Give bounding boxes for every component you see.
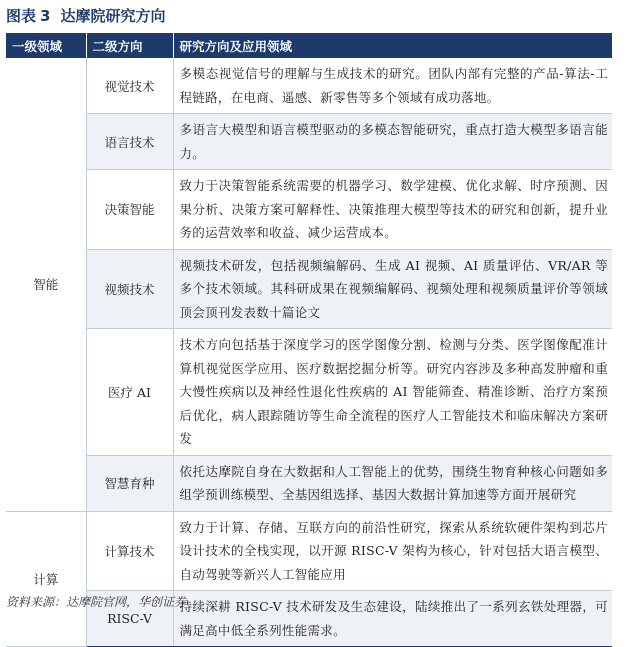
description-cell: 致力于计算、存储、互联方向的前沿性研究，探索从系统软硬件架构到芯片设计技术的全栈实现，以开源 RISC-V 架构为核心，针对包括大语言模型、自动驾驶等新兴人工智能应用 [173,511,612,591]
research-table [6,33,612,647]
description-cell: 多语言大模型和语言模型驱动的多模态智能研究，重点打造大模型多语言能力。 [173,114,612,170]
description-cell: 持续深耕 RISC-V 技术研发及生态建设，陆续推出了一系列玄铁处理器，可满足高中低全系列性能需求。 [173,591,612,647]
source-note: 资料来源：达摩院官网，华创证券 [6,595,187,609]
level2-cell: 视觉技术 [86,58,173,114]
description-cell: 视频技术研发，包括视频编解码、生成 AI 视频、AI 质量评估、VR/AR 等多个技术领域。其科研成果在视频编解码、视频处理和视频质量评价等领域顶会顶刊发表数十篇论文 [173,249,612,329]
level2-cell: 计算技术 [86,511,173,591]
header-level1: 一级领域 [6,33,86,58]
level2-cell: RISC-V [86,591,173,647]
figure-title-text: 达摩院研究方向 [60,7,166,25]
description-cell: 依托达摩院自身在大数据和人工智能上的优势，围绕生物育种核心问题如多组学预训练模型、全基因组选择、基因大数据计算加速等方面开展研究 [173,455,612,511]
level2-cell: 视频技术 [86,249,173,329]
table-row [6,170,612,250]
figure-label: 图表 [6,7,37,25]
table-row [6,249,612,329]
level1-cell: 智能 [6,58,86,511]
figure-title [6,4,165,28]
table-row [6,455,612,511]
table-row [6,511,612,591]
table-row [6,329,612,456]
table-header-row [6,33,612,58]
table-row [6,58,612,114]
level2-cell: 决策智能 [86,170,173,250]
figure-number: 3 [40,7,51,25]
header-description: 研究方向及应用领域 [173,33,612,58]
level2-cell: 语言技术 [86,114,173,170]
description-cell: 技术方向包括基于深度学习的医学图像分割、检测与分类、医学图像配准计算机视觉医学应用、医疗数据挖掘分析等。研究内容涉及多种高发肿瘤和重大慢性疾病以及神经性退化性疾病的 AI 智能筛查、精准诊断、治疗方案预后优化，病人跟踪随访等生命全流程的医疗人工智能技术和临床解决方案研发 [173,329,612,456]
level2-cell: 医疗 AI [86,329,173,456]
table-row [6,114,612,170]
description-cell: 致力于决策智能系统需要的机器学习、数学建模、优化求解、时序预测、因果分析、决策方案可解释性、决策推理大模型等技术的研究和创新，提升业务的运营效率和收益、减少运营成本。 [173,170,612,250]
level2-cell: 智慧育种 [86,455,173,511]
description-cell: 多模态视觉信号的理解与生成技术的研究。团队内部有完整的产品-算法-工程链路，在电商、遥感、新零售等多个领域有成功落地。 [173,58,612,114]
level1-cell: 计算 [6,511,86,647]
header-level2: 二级方向 [86,33,173,58]
